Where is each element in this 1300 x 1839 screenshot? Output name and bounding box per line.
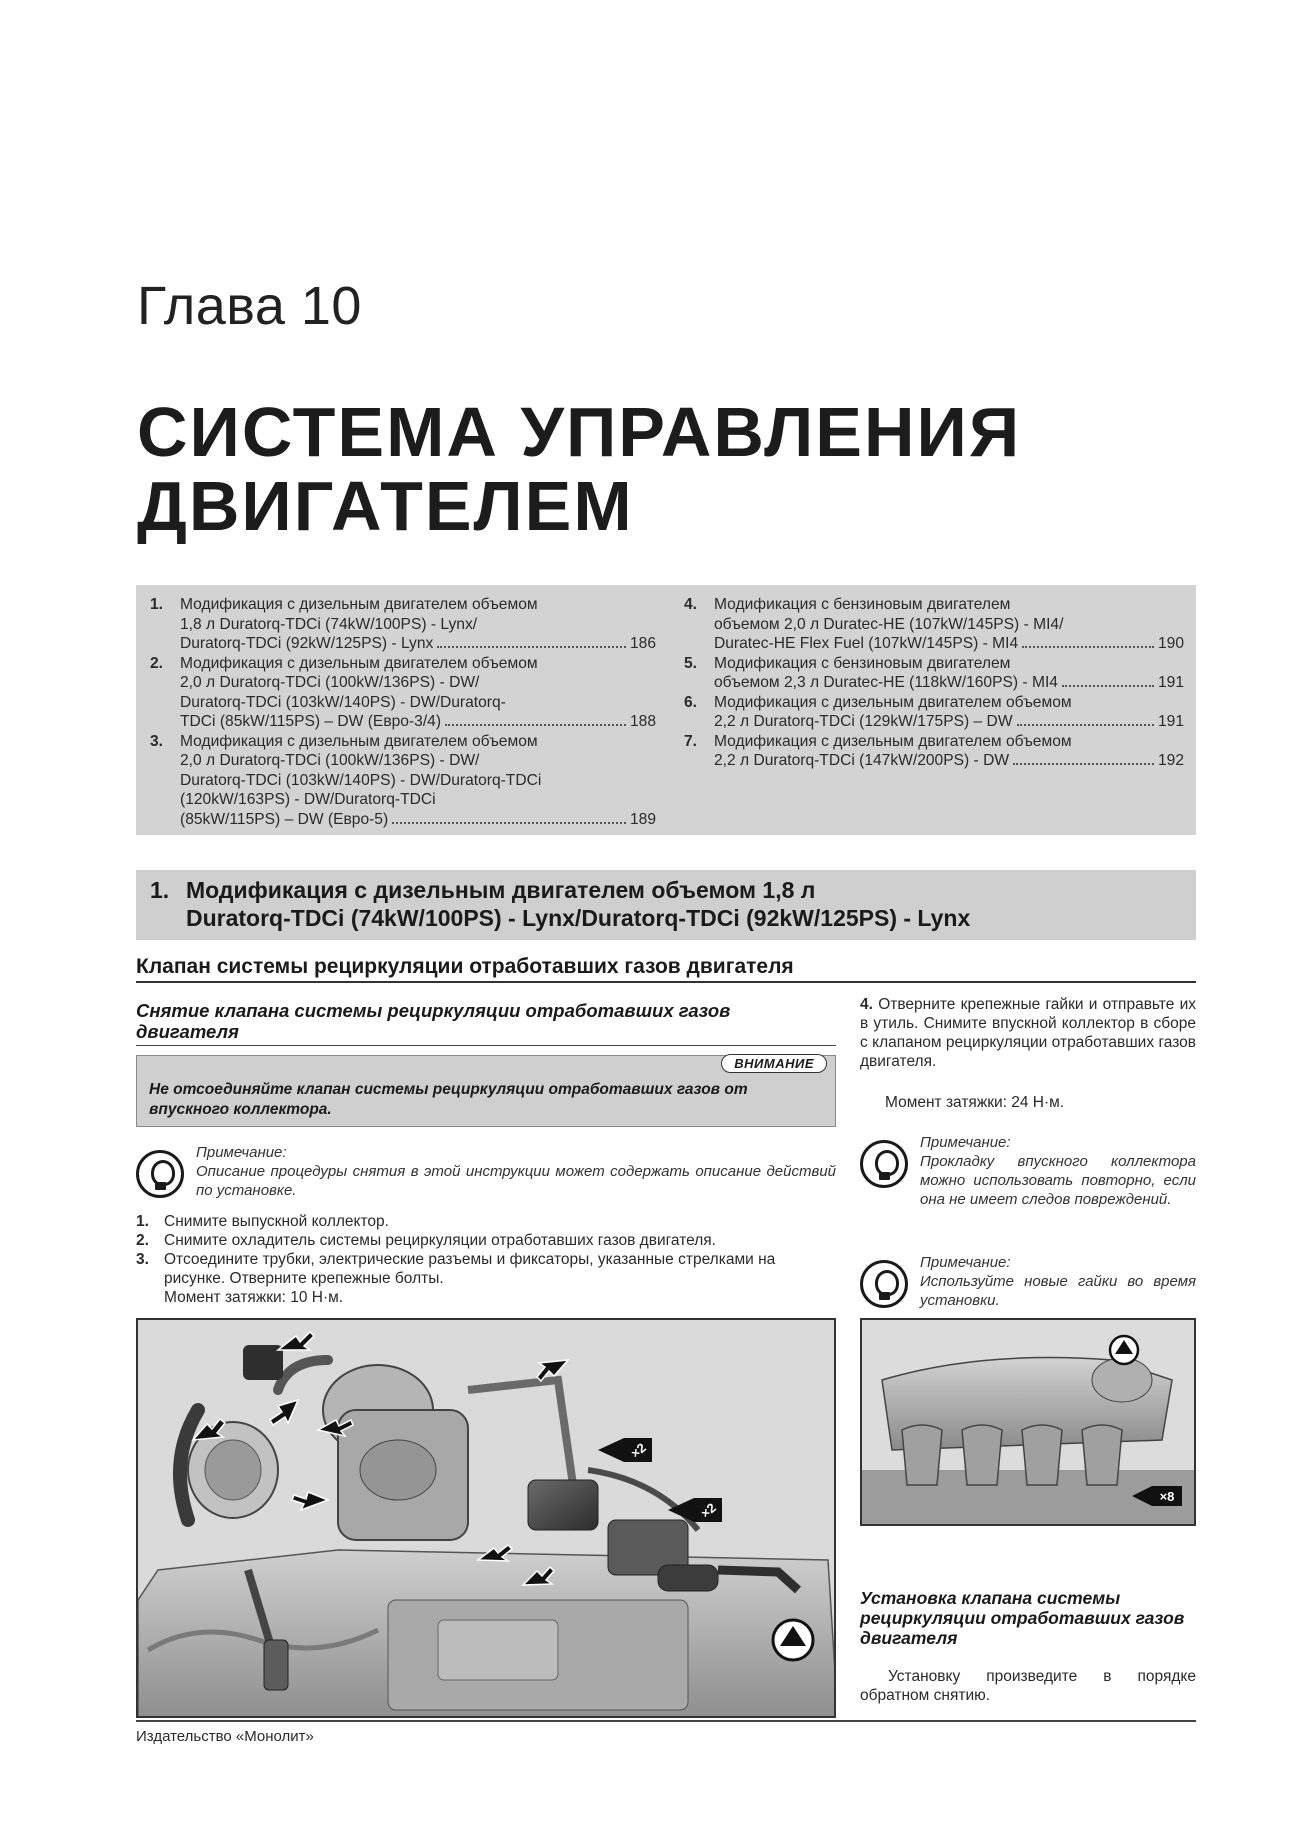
toc-column-right: [684, 595, 1184, 771]
removal-title-rule: [136, 1045, 836, 1046]
toc-entry-line: Duratorq-TDCi (103kW/140PS) - DW/Duratorq-: [180, 693, 506, 711]
note-3: [920, 1253, 1196, 1310]
svg-text:×2: ×2: [697, 1499, 719, 1521]
toc-entry-line: Модификация с дизельным двигателем объемом: [180, 654, 538, 672]
toc-entry-line: Модификация с дизельным двигателем объемом: [714, 693, 1072, 711]
toc-entry-line: (120kW/163PS) - DW/Duratorq-TDCi: [180, 791, 436, 808]
note-bulb-icon: [860, 1260, 908, 1308]
toc-entry-line: 1,8 л Duratorq-TDCi (74kW/100PS) - Lynx/: [180, 615, 478, 633]
toc-entry-line: 2,2 л Duratorq-TDCi (129kW/175PS) – DW: [714, 713, 1013, 730]
toc-entry-line: Duratec-HE Flex Fuel (107kW/145PS) - MI4: [714, 635, 1019, 652]
note-1: [196, 1143, 836, 1200]
toc-leader-dots: [1013, 763, 1154, 765]
step-1: 1. Снимите выпускной коллектор.: [136, 1213, 389, 1230]
front-orientation-icon: [1110, 1336, 1138, 1364]
toc-page-number: 192: [1157, 752, 1184, 769]
removal-title: Снятие клапана системы рециркуляции отработавших газов двигателя: [136, 1000, 731, 1042]
toc-entry-line: объемом 2,3 л Duratec-HE (118kW/160PS) - MI4: [714, 674, 1058, 691]
toc-entry-number: 7.: [684, 732, 698, 750]
toc-entry-line: 2,2 л Duratorq-TDCi (147kW/200PS) - DW: [714, 752, 1010, 769]
toc-entry-number: 1.: [150, 596, 164, 613]
toc-entry: [150, 732, 656, 830]
toc-entry: [150, 595, 656, 654]
warning-box: [136, 1055, 836, 1127]
note-bulb-icon: [860, 1140, 908, 1188]
toc-page-number: 191: [1157, 713, 1184, 730]
toc-leader-dots: [445, 724, 626, 726]
subsection-heading: Клапан системы рециркуляции отработавших газов двигателя: [136, 955, 1196, 983]
note-1-text: Описание процедуры снятия в этой инструкции может содержать описание действий по установке.: [196, 1163, 836, 1199]
toc-entry-line: 2,0 л Duratorq-TDCi (100kW/136PS) - DW/: [180, 674, 480, 691]
step-4: 4. Отверните крепежные гайки и отправьте их в утиль. Снимите впускной коллектор в сборе с клапаном рециркуляции отработавших газов двигателя.: [860, 996, 1197, 1070]
toc-entry-line: объемом 2,0 л Duratec-HE (107kW/145PS) - MI4/: [714, 615, 1064, 633]
toc-page-number: 186: [629, 635, 656, 652]
torque-note-2: Момент затяжки: 24 Н·м.: [885, 1094, 1065, 1111]
note-3-text: Используйте новые гайки во время установки.: [920, 1273, 1196, 1309]
toc-leader-dots: [1062, 685, 1154, 687]
toc-entry-line: (85kW/115PS) – DW (Евро-5): [180, 810, 389, 828]
toc-entry-number: 2.: [150, 654, 164, 672]
toc-entry-line: TDCi (85kW/115PS) – DW (Евро-3/4): [180, 713, 442, 730]
chapter-title-line2: ДВИГАТЕЛЕМ: [137, 467, 634, 545]
chapter-title-line1: СИСТЕМА УПРАВЛЕНИЯ: [137, 393, 1022, 471]
toc-entry-line: Модификация с дизельным двигателем объемом: [180, 732, 538, 750]
note-bulb-icon: [136, 1150, 184, 1198]
section-heading: [136, 870, 1196, 940]
toc-entry-number: 4.: [684, 596, 698, 613]
toc-leader-dots: [392, 822, 626, 824]
toc-entry: [684, 595, 1184, 654]
toc-entry: [684, 654, 1184, 693]
svg-text:×2: ×2: [627, 1439, 649, 1461]
section-number: 1.: [150, 877, 170, 903]
toc-entry: [150, 654, 656, 732]
note-2-text: Прокладку впускного коллектора можно использовать повторно, если она не имеет следов повреждений.: [920, 1153, 1196, 1208]
intake-manifold-figure: [860, 1318, 1196, 1526]
toc-column-left: [150, 595, 656, 829]
svg-text:×8: ×8: [1159, 1489, 1175, 1504]
note-2: [920, 1133, 1196, 1209]
toc-entry-line: Модификация с бензиновым двигателем: [714, 596, 1011, 613]
table-of-contents: [136, 585, 1196, 835]
toc-entry-line: 2,0 л Duratorq-TDCi (100kW/136PS) - DW/: [180, 752, 480, 769]
toc-entry-line: Duratorq-TDCi (103kW/140PS) - DW/Duratorq-TDCi: [180, 771, 542, 789]
toc-page-number: 191: [1157, 674, 1184, 691]
section-title-line1: Модификация с дизельным двигателем объемом 1,8 л: [186, 877, 816, 903]
section-title-line2: Duratorq-TDCi (74kW/100PS) - Lynx/Duratorq-TDCi (92kW/125PS) - Lynx: [186, 905, 971, 931]
toc-entry-line: Модификация с бензиновым двигателем: [714, 654, 1011, 672]
removal-steps: [136, 1212, 836, 1307]
toc-entry: [684, 693, 1184, 732]
toc-leader-dots: [437, 646, 626, 648]
install-title: Установка клапана системы рециркуляции отработавших газов двигателя: [860, 1588, 1185, 1648]
toc-entry-number: 6.: [684, 693, 698, 711]
engine-egr-figure: [136, 1318, 836, 1718]
toc-entry-line: Модификация с дизельным двигателем объемом: [714, 732, 1072, 750]
publisher-footer: Издательство «Монолит»: [136, 1728, 314, 1745]
step-2: 2. Снимите охладитель системы рециркуляции отработавших газов двигателя.: [136, 1232, 716, 1249]
toc-leader-dots: [1022, 646, 1154, 648]
toc-entry-line: Duratorq-TDCi (92kW/125PS) - Lynx: [180, 635, 434, 652]
toc-page-number: 190: [1157, 635, 1184, 652]
toc-page-number: 189: [629, 810, 656, 828]
step-3: 3. Отсоедините трубки, электрические разъемы и фиксаторы, указанные стрелками на рисунке. Отверните крепежные болты.: [136, 1251, 776, 1287]
warning-tag: ВНИМАНИЕ: [721, 1054, 827, 1073]
toc-leader-dots: [1017, 724, 1154, 726]
note-2-label: Примечание:: [920, 1134, 1011, 1151]
note-3-label: Примечание:: [920, 1254, 1011, 1271]
install-text: Установку произведите в порядке обратном снятию.: [860, 1668, 1196, 1704]
chapter-label: Глава 10: [137, 276, 362, 336]
engine-illustration: [138, 1320, 836, 1718]
toc-entry-number: 5.: [684, 654, 698, 672]
toc-entry: [684, 732, 1184, 771]
toc-page-number: 188: [629, 713, 656, 730]
front-orientation-icon: [773, 1620, 813, 1660]
torque-note-1: Момент затяжки: 10 Н·м.: [164, 1289, 344, 1306]
note-1-label: Примечание:: [196, 1144, 287, 1161]
toc-entry-line: Модификация с дизельным двигателем объемом: [180, 596, 538, 613]
intake-illustration: [862, 1320, 1196, 1526]
footer-rule: [136, 1720, 1196, 1722]
toc-entry-number: 3.: [150, 732, 164, 750]
chapter-title: [137, 395, 1137, 543]
warning-text: Не отсоединяйте клапан системы рециркуляции отработавших газов от впускного коллектора.: [149, 1081, 748, 1118]
